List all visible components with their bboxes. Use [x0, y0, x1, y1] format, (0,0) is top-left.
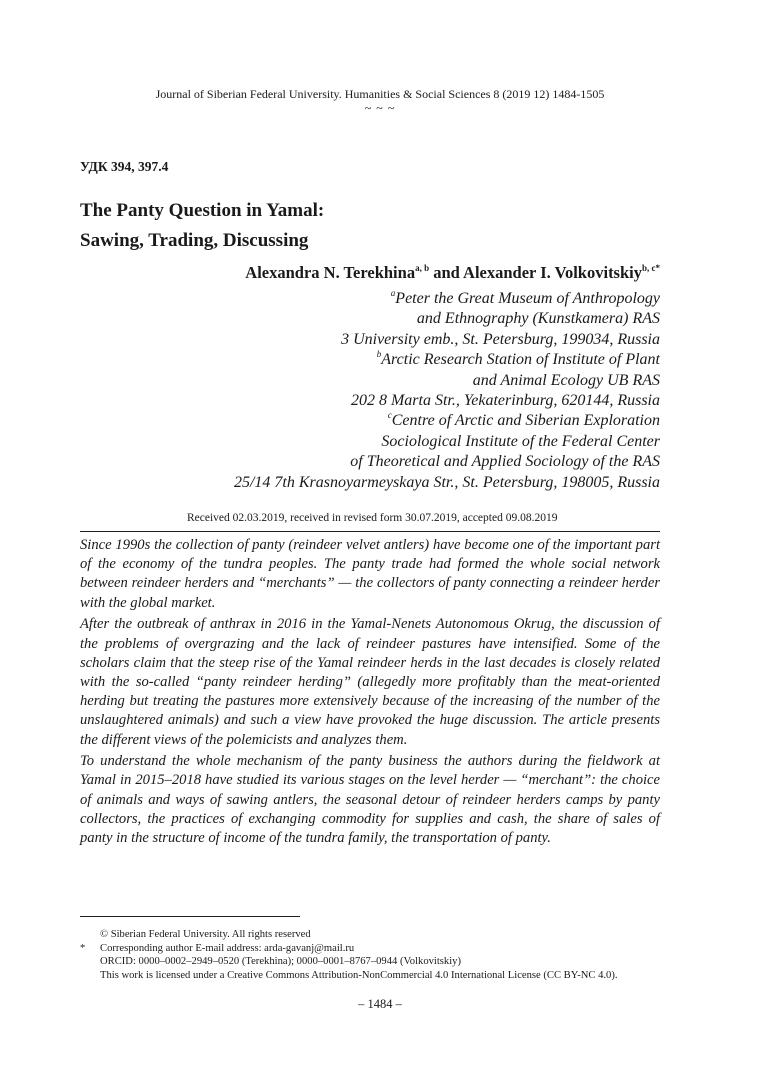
- affiliation-c-line-2: Sociological Institute of the Federal Center: [381, 432, 660, 450]
- abstract-divider: [80, 531, 660, 532]
- footnote-divider: [80, 916, 300, 917]
- page-number: – 1484 –: [358, 997, 402, 1011]
- journal-header: Journal of Siberian Federal University. Humanities & Social Sciences 8 (2019 12) 1484-1505: [155, 87, 605, 101]
- header-separator: ~ ~ ~: [364, 101, 396, 115]
- footnotes: [80, 928, 680, 982]
- footnote-orcid: ORCID: 0000–0002–2949–0520 (Terekhina); 0000–0001–8767–0944 (Volkovitskiy): [100, 956, 461, 967]
- title-line-1: The Panty Question in Yamal:: [80, 200, 325, 221]
- abstract-paragraph-3: To understand the whole mechanism of the panty business the authors during the fieldwork at Yamal in 2015–2018 have studied its various stages on the level herder — “merchant”: the choice of animals and ways of sawing antlers, the seasonal detour of reindeer herders camps by panty collectors, the practices of exchanging commodity for supplies and cash, the share of sales of panty in the structure of income of the tundra family, the transportation of panty.: [80, 753, 660, 847]
- author-1: Alexandra N. Terekhina: [245, 263, 416, 282]
- affiliation-a-line-1: $^a$Peter the Great Museum of Anthropology: [390, 288, 660, 307]
- affiliation-c-mark: c: [387, 410, 392, 421]
- footnote-copyright: © Siberian Federal University. All rights reserved: [100, 929, 311, 940]
- affiliation-b-mark: b: [376, 349, 382, 360]
- abstract: [80, 536, 660, 851]
- footnote-license: This work is licensed under a Creative Commons Attribution-NonCommercial 4.0 International License (CC BY-NC 4.0).: [100, 969, 618, 981]
- affiliation-b-line-2: and Animal Ecology UB RAS: [472, 371, 660, 389]
- udk-code: УДК 394, 397.4: [80, 159, 169, 174]
- author-2: Alexander I. Volkovitskiy: [463, 263, 642, 282]
- author-conjunction: and: [429, 263, 464, 282]
- footnote-star-mark: *: [80, 942, 86, 954]
- affiliation-a-mark: a: [390, 288, 396, 298]
- affiliation-c-line-3: of Theoretical and Applied Sociology of the RAS: [350, 453, 660, 471]
- abstract-paragraph-1: Since 1990s the collection of panty (reindeer velvet antlers) have become one of the important part of the economy of the tundra peoples. The panty trade had formed the whole social network between reindeer herders and “merchants” — the collectors of panty connecting a reindeer herder with the global market.: [80, 537, 660, 611]
- received-dates: Received 02.03.2019, received in revised form 30.07.2019, accepted 09.08.2019: [187, 512, 558, 524]
- author-2-affiliation-mark: b, c*: [642, 263, 660, 273]
- affiliations: [60, 289, 660, 493]
- affiliation-c-line-1: $^c$Centre of Arctic and Siberian Exploration: [387, 410, 660, 430]
- footnote-corresponding: * Corresponding author E-mail address: arda-gavanj@mail.ru: [80, 942, 355, 954]
- author-1-affiliation-mark: a, b: [415, 263, 430, 273]
- article-title: [80, 196, 324, 256]
- author-list: [245, 263, 660, 283]
- abstract-paragraph-2: After the outbreak of anthrax in 2016 in the Yamal-Nenets Autonomous Okrug, the discussion of the problems of overgrazing and the lack of reindeer pastures have intensified. Some of the scholars claim that the steep rise of the Yamal reindeer herds in the last decades is closely related with the so-called “panty reindeer herding” (allegedly more profitably than the meat-oriented herding but treating the pastures more extensively because of the increasing of the number of the unslaughtered animals) and such a view have provoked the huge discussion. The article presents the different views of the polemicists and analyzes them.: [80, 616, 660, 748]
- affiliation-a-line-3: 3 University emb., St. Petersburg, 199034, Russia: [341, 330, 660, 348]
- affiliation-a-line-2: and Ethnography (Kunstkamera) RAS: [416, 310, 660, 328]
- title-line-2: Sawing, Trading, Discussing: [80, 230, 309, 251]
- affiliation-b-line-3: 202 8 Marta Str., Yekaterinburg, 620144, Russia: [350, 392, 660, 410]
- affiliation-c-line-4: 25/14 7th Krasnoyarmeyskaya Str., St. Petersburg, 198005, Russia: [233, 473, 660, 491]
- affiliation-b-line-1: $^b$Arctic Research Station of Institute of Plant: [376, 349, 660, 369]
